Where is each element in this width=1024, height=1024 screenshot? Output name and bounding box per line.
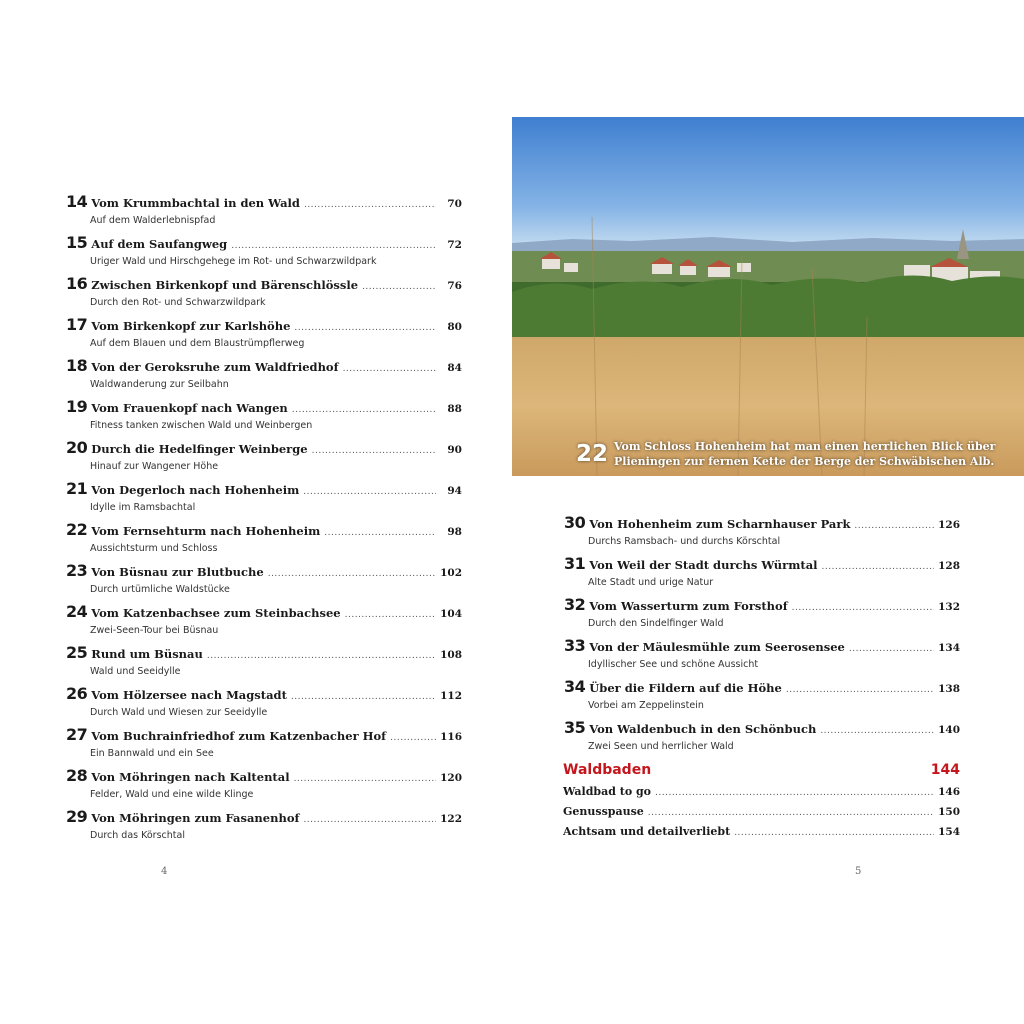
- entry-subtitle: Zwei Seen und herrlicher Wald: [588, 741, 734, 752]
- entry-number: 26: [66, 684, 88, 703]
- entry-subtitle: Durchs Ramsbach- und durchs Körschtal: [588, 536, 781, 547]
- dot-leader: [303, 815, 436, 825]
- entry-page: 104: [440, 608, 462, 620]
- entry-subtitle: Durch urtümliche Waldstücke: [90, 584, 230, 595]
- dot-leader: [820, 726, 934, 736]
- entry-subtitle: Aussichtsturm und Schloss: [90, 543, 218, 554]
- section-entry[interactable]: [563, 805, 960, 825]
- dot-leader: [231, 241, 436, 251]
- entry-page: 80: [447, 321, 462, 333]
- entry-title: Vom Fernsehturm nach Hohenheim: [91, 524, 321, 538]
- entry-number: 19: [66, 397, 88, 416]
- dot-leader: [268, 569, 436, 579]
- toc-entry[interactable]: [66, 315, 462, 356]
- entry-page: 146: [938, 786, 960, 798]
- toc-entry[interactable]: [66, 479, 462, 520]
- dot-leader: [792, 603, 934, 613]
- toc-entry[interactable]: [66, 356, 462, 397]
- entry-title: Vom Krummbachtal in den Wald: [91, 196, 300, 210]
- entry-number: 24: [66, 602, 88, 621]
- entry-subtitle: Durch das Körschtal: [90, 830, 185, 841]
- toc-entry[interactable]: [564, 677, 960, 718]
- entry-page: 84: [447, 362, 462, 374]
- entry-title: Vom Hölzersee nach Magstadt: [91, 688, 287, 702]
- entry-page: 94: [447, 485, 462, 497]
- entry-number: 35: [564, 718, 586, 737]
- dot-leader: [294, 774, 436, 784]
- entry-number: 16: [66, 274, 88, 293]
- entry-title: Durch die Hedelfinger Weinberge: [91, 442, 308, 456]
- toc-entry[interactable]: [66, 233, 462, 274]
- dot-leader: [324, 528, 436, 538]
- entry-page: 98: [447, 526, 462, 538]
- dot-leader: [291, 692, 436, 702]
- dot-leader: [304, 200, 436, 210]
- entry-number: 17: [66, 315, 88, 334]
- entry-title: Von Möhringen nach Kaltental: [91, 770, 290, 784]
- dot-leader: [343, 364, 436, 374]
- entry-subtitle: Zwei-Seen-Tour bei Büsnau: [90, 625, 219, 636]
- entry-subtitle: Hinauf zur Wangener Höhe: [90, 461, 219, 472]
- toc-entry[interactable]: [66, 602, 462, 643]
- entry-number: 18: [66, 356, 88, 375]
- entry-subtitle: Uriger Wald und Hirschgehege im Rot- und Schwarzwildpark: [90, 256, 377, 267]
- photo-caption: [576, 439, 995, 469]
- entry-number: 34: [564, 677, 586, 696]
- entry-page: 150: [938, 806, 960, 818]
- section-entries: [563, 785, 960, 845]
- entry-title: Vom Buchrainfriedhof zum Katzenbacher Hof: [91, 729, 387, 743]
- entry-page: 76: [447, 280, 462, 292]
- dot-leader: [849, 644, 934, 654]
- entry-page: 128: [938, 560, 960, 572]
- entry-title: Von Möhringen zum Fasanenhof: [91, 811, 300, 825]
- entry-title: Über die Fildern auf die Höhe: [589, 681, 782, 695]
- dot-leader: [362, 282, 436, 292]
- entry-number: 29: [66, 807, 88, 826]
- dot-leader: [786, 685, 934, 695]
- entry-page: 116: [440, 731, 462, 743]
- entry-page: 70: [447, 198, 462, 210]
- entry-subtitle: Waldwanderung zur Seilbahn: [90, 379, 229, 390]
- toc-entry[interactable]: [66, 725, 462, 766]
- section-title: Waldbaden: [563, 762, 652, 778]
- entry-title: Von Weil der Stadt durchs Würmtal: [589, 558, 818, 572]
- entry-subtitle: Ein Bannwald und ein See: [90, 748, 214, 759]
- entry-number: 20: [66, 438, 88, 457]
- entry-number: 31: [564, 554, 586, 573]
- dot-leader: [854, 521, 934, 531]
- entry-subtitle: Fitness tanken zwischen Wald und Weinbergen: [90, 420, 313, 431]
- landscape-image: [512, 117, 1024, 476]
- landscape-photo: [512, 117, 1024, 476]
- entry-page: 132: [938, 601, 960, 613]
- section-entry[interactable]: [563, 785, 960, 805]
- entry-title: Von Hohenheim zum Scharnhauser Park: [589, 517, 851, 531]
- entry-title: Vom Frauenkopf nach Wangen: [91, 401, 288, 415]
- dot-leader: [822, 562, 934, 572]
- toc-entry[interactable]: [66, 643, 462, 684]
- page-number: 4: [161, 866, 168, 877]
- entry-subtitle: Auf dem Blauen und dem Blaustrümpflerweg: [90, 338, 305, 349]
- entry-subtitle: Durch den Sindelfinger Wald: [588, 618, 724, 629]
- entry-subtitle: Felder, Wald und eine wilde Klinge: [90, 789, 254, 800]
- toc-list-left: [66, 192, 462, 848]
- toc-entry[interactable]: [66, 438, 462, 479]
- section-entry[interactable]: [563, 825, 960, 845]
- dot-leader: [390, 733, 436, 743]
- entry-title: Rund um Büsnau: [91, 647, 203, 661]
- toc-entry[interactable]: [66, 766, 462, 807]
- page-number: 5: [855, 866, 862, 877]
- entry-title: Genusspause: [563, 805, 644, 818]
- toc-entry[interactable]: [66, 397, 462, 438]
- entry-number: 23: [66, 561, 88, 580]
- caption-line: Plieningen zur fernen Kette der Berge der Schwäbischen Alb.: [614, 455, 995, 468]
- entry-subtitle: Vorbei am Zeppelinstein: [588, 700, 704, 711]
- entry-page: 108: [440, 649, 462, 661]
- entry-page: 126: [938, 519, 960, 531]
- toc-entry[interactable]: [564, 718, 960, 759]
- entry-page: 140: [938, 724, 960, 736]
- entry-page: 102: [440, 567, 462, 579]
- dot-leader: [648, 808, 934, 818]
- entry-title: Vom Katzenbachsee zum Steinbachsee: [91, 606, 341, 620]
- entry-title: Von Waldenbuch in den Schönbuch: [589, 722, 817, 736]
- entry-page: 134: [938, 642, 960, 654]
- entry-title: Zwischen Birkenkopf und Bärenschlössle: [91, 278, 359, 292]
- entry-number: 28: [66, 766, 88, 785]
- entry-page: 122: [440, 813, 462, 825]
- dot-leader: [303, 487, 436, 497]
- toc-entry[interactable]: [66, 192, 462, 233]
- entry-title: Achtsam und detailverliebt: [563, 825, 731, 838]
- entry-page: 154: [938, 826, 960, 838]
- section-page: 144: [930, 762, 960, 778]
- entry-number: 30: [564, 513, 586, 532]
- entry-title: Auf dem Saufangweg: [91, 237, 228, 251]
- entry-subtitle: Alte Stadt und urige Natur: [588, 577, 714, 588]
- entry-subtitle: Durch den Rot- und Schwarzwildpark: [90, 297, 266, 308]
- entry-page: 112: [440, 690, 462, 702]
- toc-entry[interactable]: [564, 636, 960, 677]
- dot-leader: [312, 446, 436, 456]
- entry-subtitle: Idyllischer See und schöne Aussicht: [588, 659, 759, 670]
- dot-leader: [734, 828, 934, 838]
- dot-leader: [292, 405, 436, 415]
- entry-page: 120: [440, 772, 462, 784]
- entry-page: 90: [447, 444, 462, 456]
- toc-entry[interactable]: [66, 520, 462, 561]
- entry-title: Von der Geroksruhe zum Waldfriedhof: [91, 360, 339, 374]
- dot-leader: [345, 610, 436, 620]
- dot-leader: [207, 651, 436, 661]
- toc-entry[interactable]: [66, 807, 462, 848]
- dot-leader: [294, 323, 436, 333]
- caption-line: Vom Schloss Hohenheim hat man einen herrlichen Blick über: [614, 440, 996, 453]
- toc-entry[interactable]: [564, 554, 960, 595]
- entry-subtitle: Durch Wald und Wiesen zur Seeidylle: [90, 707, 268, 718]
- entry-number: 32: [564, 595, 586, 614]
- entry-number: 14: [66, 192, 88, 211]
- toc-entry[interactable]: [66, 561, 462, 602]
- entry-title: Vom Wasserturm zum Forsthof: [589, 599, 788, 613]
- entry-number: 22: [66, 520, 88, 539]
- entry-title: Vom Birkenkopf zur Karlshöhe: [91, 319, 291, 333]
- entry-number: 21: [66, 479, 88, 498]
- toc-entry[interactable]: [66, 684, 462, 725]
- toc-entry[interactable]: [564, 513, 960, 554]
- entry-title: Von der Mäulesmühle zum Seerosensee: [589, 640, 845, 654]
- toc-list-right: [564, 513, 960, 759]
- entry-title: Von Büsnau zur Blutbuche: [91, 565, 264, 579]
- dot-leader: [655, 788, 934, 798]
- entry-subtitle: Idylle im Ramsbachtal: [90, 502, 196, 513]
- caption-number: 22: [576, 441, 609, 467]
- entry-subtitle: Wald und Seeidylle: [90, 666, 181, 677]
- entry-page: 88: [447, 403, 462, 415]
- entry-page: 72: [447, 239, 462, 251]
- right-page: [512, 0, 1024, 1024]
- entry-title: Von Degerloch nach Hohenheim: [91, 483, 300, 497]
- entry-number: 25: [66, 643, 88, 662]
- toc-entry[interactable]: [564, 595, 960, 636]
- entry-number: 27: [66, 725, 88, 744]
- entry-title: Waldbad to go: [563, 785, 652, 798]
- entry-number: 15: [66, 233, 88, 252]
- section-heading[interactable]: [563, 762, 960, 778]
- entry-page: 138: [938, 683, 960, 695]
- toc-entry[interactable]: [66, 274, 462, 315]
- entry-subtitle: Auf dem Walderlebnispfad: [90, 215, 216, 226]
- entry-number: 33: [564, 636, 586, 655]
